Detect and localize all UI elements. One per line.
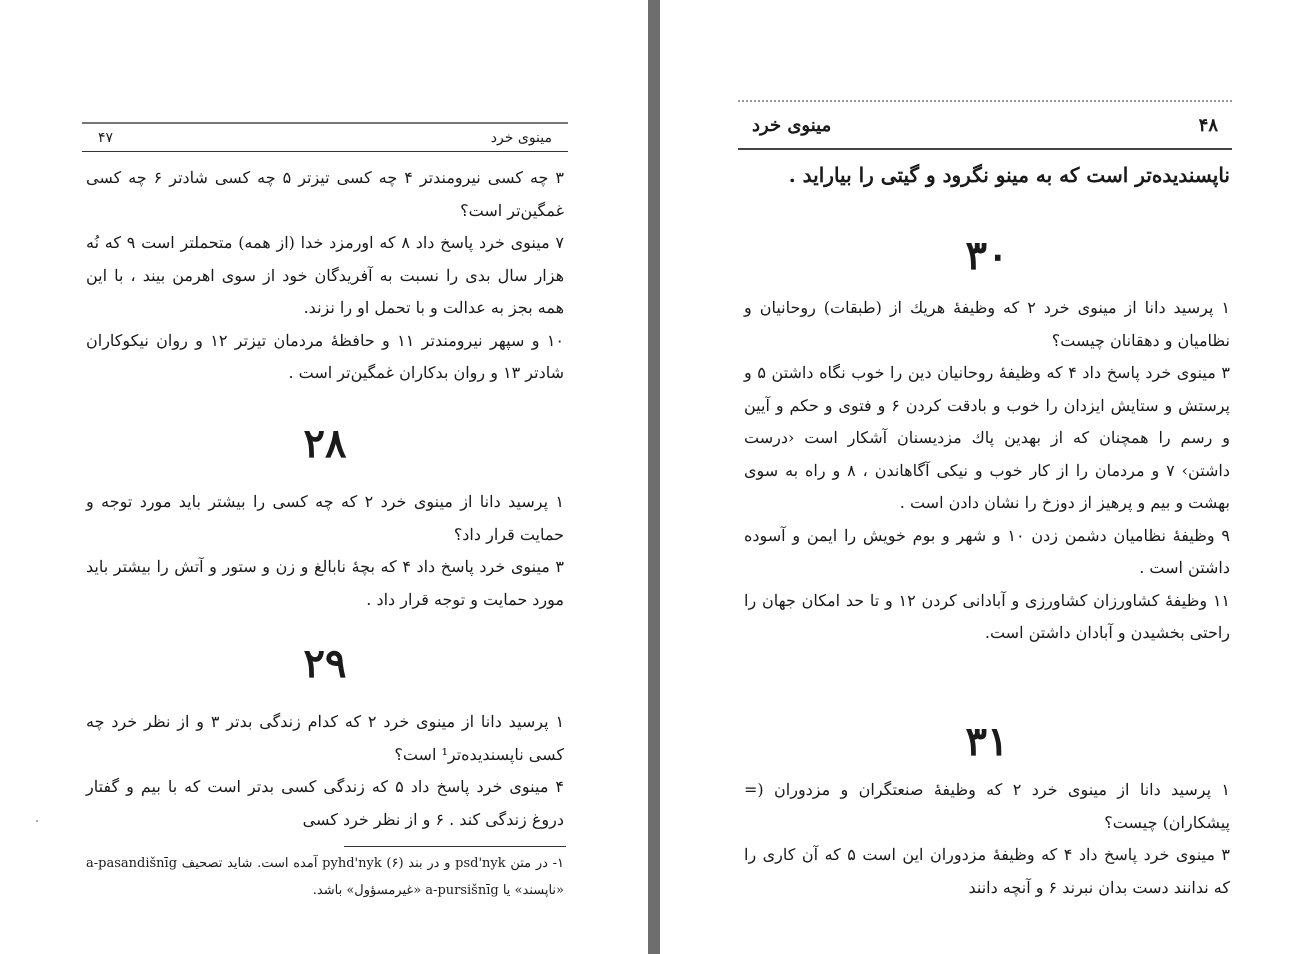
left-page-number: ۴۷ — [98, 129, 114, 146]
left-page-header — [82, 122, 568, 152]
paragraph: ۴ مینوی خرد پاسخ داد ۵ که زندگی کسی بدتر است که با بیم و گفتار دروغ زندگی کند . ۶ و از نظر خرد کسی — [86, 777, 565, 829]
paragraph: ۳ مینوی خرد پاسخ داد ۴ که بچهٔ نابالغ و زن و ستور و آتش را بیشتر باید مورد حمایت و توجه قرار داد . — [86, 557, 565, 609]
left-header-title: مینوی خرد — [490, 129, 552, 146]
paragraph: ۷ مینوی خرد پاسخ داد ۸ که اورمزد خدا (از همه) متحملتر است ۹ که نُه هزار سال بدی را نسبت به آفریدگان خود از سوی اهرمن بیند ، با این همه بجز به عدالت و با تحمل او را نزند. — [86, 233, 564, 317]
chapter-number: ۲۹ — [303, 640, 347, 687]
paragraph: ۱۱ وظیفهٔ کشاورزان کشاورزی و آبادانی کردن ۱۲ و تا حد امکان جهان را راحتی بخشیدن و آبادان داشتن است. — [744, 590, 1230, 642]
left-page — [0, 0, 648, 954]
footnote: ۱- در متن psd'nyk و در بند (۶) pyhd'nyk آمده است. شاید تصحیف a-pasandišnīg «ناپسند» یا a-pursišnīg «غیرمسؤول» باشد. — [86, 856, 565, 898]
paragraph: ۳ مینوی خرد پاسخ داد ۴ که وظیفهٔ مزدوران این است ۵ که آن کاری را که ندانند دست بدان نبرند ۶ و آنچه دانند — [744, 845, 1231, 897]
paragraph: ۳ مینوی خرد پاسخ داد ۴ که وظیفهٔ روحانیان دین را خوب نگاه داشتن ۵ و پرستش و ستایش ایزدان را خوب و بادقت کردن ۶ و فتوی و حکم و آیین و رسم را همچنان که از بهدین پاك مزدیسنان آشکار است ‹درست داشتن› ۷ و مردمان را از کار خوب و نیکی آگاهاندن ، ۸ و راه به سوی بهشت و بیم و پرهیز از دوزخ را نشان دادن است . — [744, 363, 1231, 512]
chapter-30 — [744, 232, 1231, 650]
chapter-number: ۲۸ — [303, 420, 347, 467]
paragraph: ۱ پرسید دانا از مینوی خرد ۲ که کدام زندگی بدتر ۳ و از نظر خرد چه کسی ناپسندیده‌تر¹ است؟ — [86, 712, 565, 764]
paragraph: ۹ وظیفهٔ نظامیان دشمن زدن ۱۰ و شهر و بوم خویش را ایمن و آسوده داشتن است . — [744, 525, 1230, 577]
chapter-31 — [744, 718, 1231, 904]
continuation-line: ناپسندیده‌تر است که به مینو نگرود و گیتی را بیاراید . — [788, 163, 1230, 187]
right-page-header — [738, 100, 1232, 150]
chapter-number: ۳۱ — [965, 718, 1009, 765]
footnote-divider — [344, 846, 566, 847]
right-page-number: ۴۸ — [1198, 114, 1218, 136]
paragraph: ۱ پرسید دانا از مینوی خرد ۲ که وظیفهٔ هریك از (طبقات) روحانیان و نظامیان و دهقانان چیست؟ — [744, 298, 1231, 350]
paragraph: ۳ چه کسی نیرومندتر ۴ چه کسی تیزتر ۵ چه کسی شادتر ۶ چه کسی غمگین‌تر است؟ — [86, 168, 564, 220]
right-continuation-block — [744, 158, 1230, 192]
paragraph: ۱ پرسید دانا از مینوی خرد ۲ که چه کسی را بیشتر باید مورد توجه و حمایت قرار داد؟ — [86, 492, 565, 544]
chapter-28 — [86, 420, 565, 616]
chapter-number: ۳۰ — [965, 232, 1009, 279]
scan-speck — [36, 820, 38, 822]
paragraph: ۱ پرسید دانا از مینوی خرد ۲ که وظیفهٔ صنعتگران و مزدوران (= پیشکاران) چیست؟ — [744, 780, 1230, 832]
book-gutter — [648, 0, 660, 954]
chapter-29 — [86, 640, 565, 836]
right-header-title: مینوی خرد — [752, 114, 832, 136]
left-intro-block — [86, 162, 564, 390]
paragraph: ۱۰ و سپهر نیرومندتر ۱۱ و حافظهٔ مردمان تیزتر ۱۲ و روان نیکوکاران شادتر ۱۳ و روان بدکاران غمگین‌تر است . — [86, 330, 564, 382]
